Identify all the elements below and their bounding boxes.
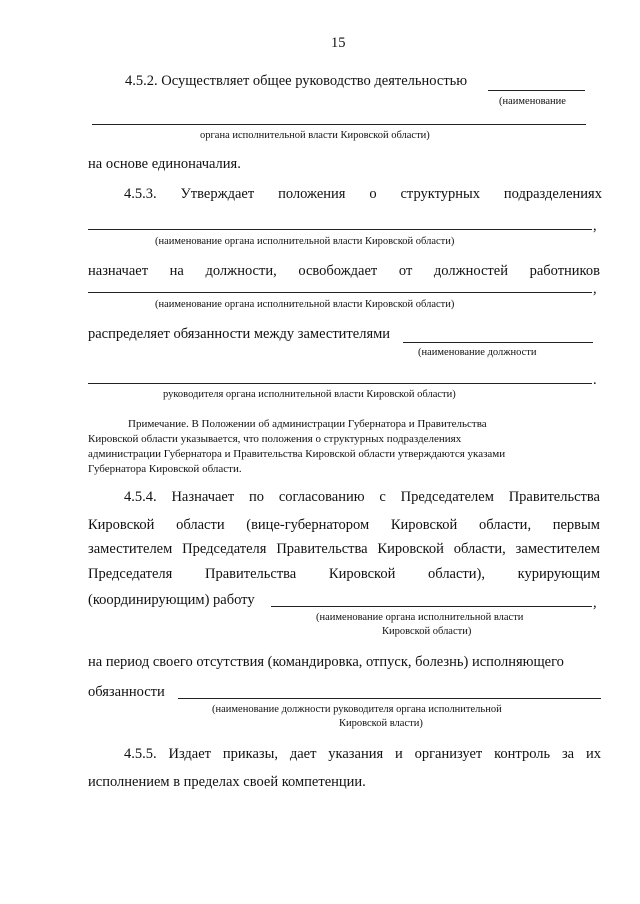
word: с [379,489,386,505]
word: заместителем [515,541,600,557]
comma: , [593,595,597,611]
fill-line [92,124,586,125]
word: назначает [88,263,149,279]
word: области [176,517,225,533]
word: должностей [433,263,508,279]
word: Кировской [88,517,155,533]
word: Правительства [508,489,600,505]
word: по [249,489,265,505]
word: Правительства [205,566,297,582]
note-line: Кировской области указывается, что положения о структурных подразделениях [88,433,462,445]
word: контроль [494,746,551,762]
fill-line [178,698,601,699]
fill-caption: Кировской власти) [339,718,423,729]
word: положения [278,186,346,202]
word: Кировской [328,566,396,582]
clause-text-line [88,264,600,279]
note-line: Губернатора Кировской области. [88,463,242,475]
word: освобождает [298,263,378,279]
word: указания [328,746,384,762]
word: области, [453,541,506,557]
fill-caption: (наименование органа исполнительной власти [316,612,524,623]
word: области), [428,566,485,582]
clause-4-5-4-line [124,490,600,505]
word: о [369,186,377,202]
note-line: администрации Губернатора и Правительства Кировской области утверждаются указами [88,448,506,460]
fill-caption: руководителя органа исполнительной власти Кировской области) [163,389,456,400]
clause-text-line: обязанности [88,684,165,700]
word: Издает [168,746,211,762]
word: первым [552,517,600,533]
comma: , [593,281,597,297]
word: приказы, [222,746,278,762]
word: подразделениях [503,186,602,202]
word: согласованию [278,489,365,505]
clause-text-line [88,542,600,557]
word: дает [289,746,317,762]
fill-line [488,90,585,91]
word: и [394,746,403,762]
fill-line [88,229,592,230]
fill-caption: (наименование [499,96,566,107]
clause-text-line [88,518,600,533]
page-number: 15 [331,35,346,51]
clause-4-5-5-line [124,747,601,762]
clause-text-line: распределяет обязанности между заместителями [88,326,391,342]
word: за [561,746,575,762]
word: должности, [205,263,277,279]
clause-text-line [88,567,600,582]
word: заместителем [88,541,173,557]
word: Правительства [276,541,368,557]
clause-text-line: на основе единоначалия. [88,156,241,172]
word: Утверждает [180,186,255,202]
word: 4.5.3. [124,186,157,202]
fill-line [88,383,592,384]
fill-caption: (наименование должности [418,347,537,358]
word: Председателем [400,489,494,505]
word: курирующим [517,566,600,582]
word: Назначает [171,489,235,505]
clause-text-line: (координирующим) работу [88,592,255,608]
word: 4.5.4. [124,489,157,505]
word: Председателя [88,566,173,582]
comma: , [593,218,597,234]
note-line: Примечание. В Положении об администрации Губернатора и Правительства [128,418,487,430]
clause-text-line: на период своего отсутствия (командировка, отпуск, болезнь) исполняющего [88,654,564,670]
fill-caption: органа исполнительной власти Кировской области) [200,130,430,141]
word: (вице-губернатором [246,517,370,533]
word: структурных [400,186,481,202]
fill-line [88,292,592,293]
fill-caption: (наименование должности руководителя органа исполнительной [212,704,502,715]
fill-caption: Кировской области) [382,626,472,637]
fill-line [403,342,593,343]
fill-caption: (наименование органа исполнительной власти Кировской области) [155,299,455,310]
fill-caption: (наименование органа исполнительной власти Кировской области) [155,236,455,247]
word: от [398,263,413,279]
period: . [593,372,597,388]
fill-line [271,606,592,607]
word: Председателя [182,541,267,557]
clause-4-5-2-line: 4.5.2. Осуществляет общее руководство деятельностью [125,73,468,89]
word: 4.5.5. [124,746,157,762]
word: Кировской [390,517,458,533]
clause-4-5-3-line [124,187,602,202]
word: Кировской [377,541,444,557]
word: организует [414,746,483,762]
word: на [169,263,184,279]
clause-text-line: исполнением в пределах своей компетенции. [88,774,366,790]
word: их [585,746,601,762]
word: работников [529,263,600,279]
word: области, [478,517,532,533]
